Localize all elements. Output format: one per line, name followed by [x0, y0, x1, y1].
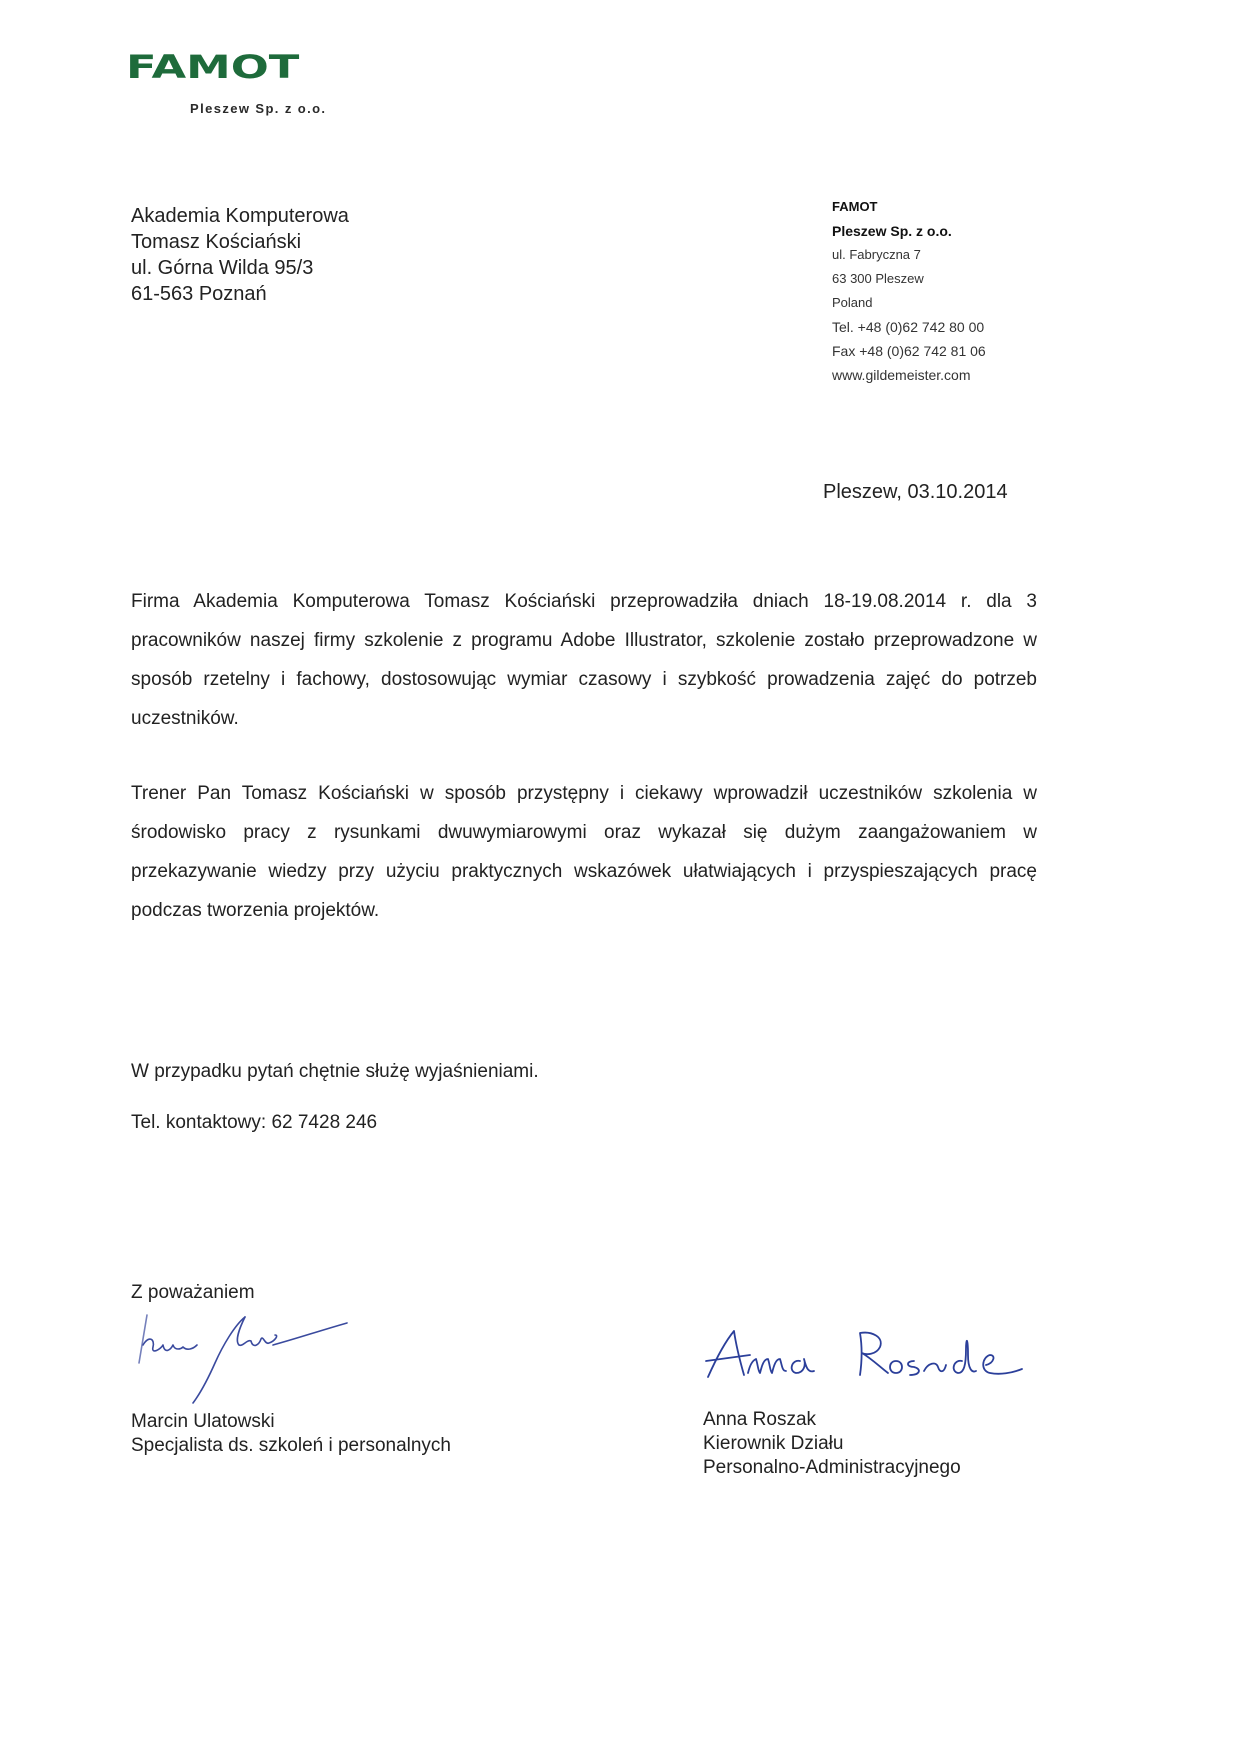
signatory-name: Marcin Ulatowski [131, 1411, 275, 1432]
sender-street: ul. Fabryczna 7 [832, 247, 921, 262]
signatory-right [703, 1408, 961, 1480]
sender-website: www.gildemeister.com [832, 367, 971, 383]
body-paragraph-2: Trener Pan Tomasz Kościański w sposób przystępny i ciekawy wprowadził uczestników szkolenia w środowisko pracy z rysunkami dwuwymiarowymi oraz wykazał się dużym zaangażowaniem w przekazywanie wiedzy przy użyciu praktycznych wskazówek ułatwiających i przyspieszających pracę podczas tworzenia projektów. [131, 783, 1037, 921]
closing-salutation: Z poważaniem [131, 1282, 255, 1303]
sender-company: FAMOT [832, 199, 878, 214]
sender-company-sub: Pleszew Sp. z o.o. [832, 223, 952, 239]
sender-tel: Tel. +48 (0)62 742 80 00 [832, 319, 985, 335]
recipient-line: Tomasz Kościański [131, 231, 302, 253]
signatory-name: Anna Roszak [703, 1409, 817, 1430]
company-logo-subtitle: Pleszew Sp. z o.o. [190, 101, 327, 116]
signatory-title: Personalno-Administracyjnego [703, 1457, 961, 1478]
signatory-title: Specjalista ds. szkoleń i personalnych [131, 1435, 452, 1456]
signature-anna-roszak [700, 1325, 1030, 1385]
signatory-left [131, 1410, 451, 1458]
company-logo: FAMOT [126, 49, 300, 87]
contact-phone: Tel. kontaktowy: 62 7428 246 [131, 1112, 378, 1133]
sender-fax: Fax +48 (0)62 742 81 06 [832, 343, 986, 359]
letter-date: Pleszew, 03.10.2014 [823, 481, 1008, 503]
recipient-address [131, 203, 349, 307]
signature-marcin-ulatowski [135, 1305, 375, 1415]
sender-city: 63 300 Pleszew [832, 271, 924, 286]
sender-country: Poland [832, 295, 873, 310]
recipient-line: ul. Górna Wilda 95/3 [131, 257, 314, 279]
recipient-line: 61-563 Poznań [131, 283, 267, 305]
signatory-title: Kierownik Działu [703, 1433, 844, 1454]
contact-note: W przypadku pytań chętnie służę wyjaśnieniami. [131, 1061, 539, 1082]
sender-address [832, 195, 986, 387]
body-paragraph-1: Firma Akademia Komputerowa Tomasz Kościański przeprowadziła dniach 18-19.08.2014 r. dla 3 pracowników naszej firmy szkolenie z programu Adobe Illustrator, szkolenie zostało przeprowadzone w sposób rzetelny i fachowy, dostosowując wymiar czasowy i szybkość prowadzenia zajęć do potrzeb uczestników. [131, 591, 1037, 729]
recipient-line: Akademia Komputerowa [131, 205, 349, 227]
